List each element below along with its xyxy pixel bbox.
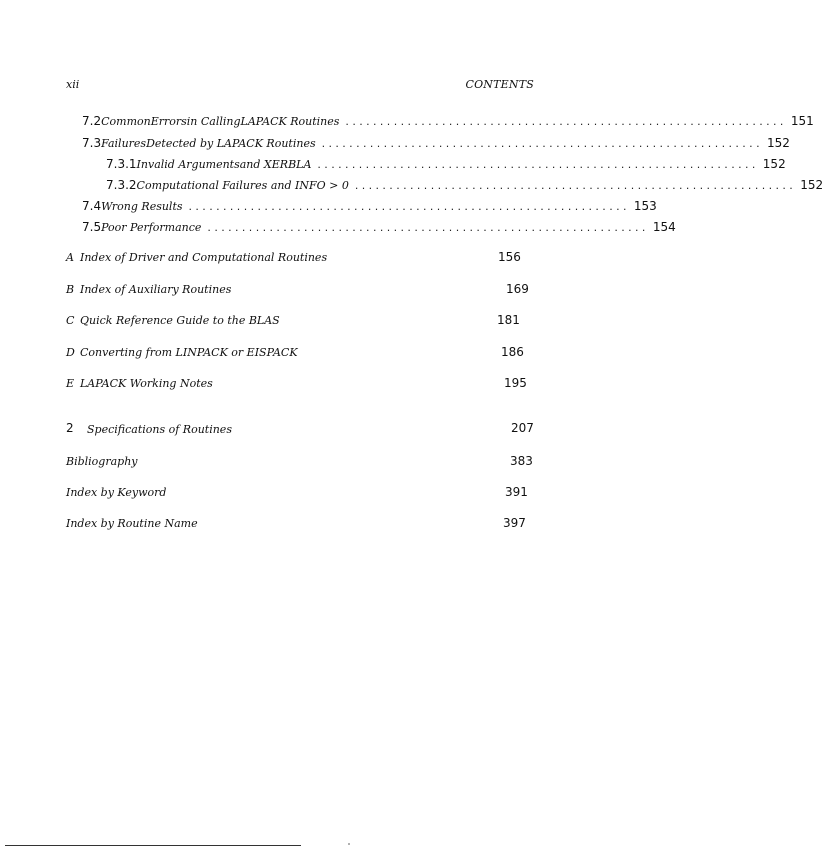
appendix-letter: E — [66, 377, 75, 390]
toc-entry-title: Poor Performance — [101, 221, 202, 234]
toc-entry-7-3[interactable] — [82, 136, 790, 150]
part-page: 207 — [511, 421, 534, 435]
appendix-letter: D — [66, 346, 75, 359]
appendix-letter: C — [66, 314, 75, 327]
toc-entry-number: 7.5 — [82, 220, 102, 234]
toc-entry-number: 7.4 — [82, 199, 102, 213]
appendix-title: LAPACK Working Notes — [80, 377, 213, 390]
toc-entry-page: 154 — [652, 220, 676, 234]
toc-entry-page: 152 — [762, 157, 786, 171]
toc-entry-title: FailuresDetected by LAPACK Routines — [101, 137, 316, 150]
toc-entry-title: Wrong Results — [101, 200, 183, 213]
toc-entry-page: 151 — [790, 114, 814, 128]
toc-entry-number: 7.2 — [82, 114, 102, 128]
dot-leader: ................................................................ — [354, 179, 797, 192]
footer-rule — [5, 845, 301, 846]
appendix-page: 156 — [498, 250, 521, 264]
appendix-title: Index of Auxiliary Routines — [80, 283, 232, 296]
appendix-title: Quick Reference Guide to the BLAS — [80, 314, 280, 327]
toc-entry-title: Invalid Argumentsand XERBLA — [136, 158, 312, 171]
appendix-page: 186 — [501, 345, 524, 359]
toc-entry-number: 7.3.1 — [106, 157, 137, 171]
toc-entry-page: 152 — [766, 136, 790, 150]
toc-entry-7-3-1[interactable] — [106, 157, 786, 171]
back-matter-title: Index by Routine Name — [66, 517, 198, 530]
dot-leader: ................................................................ — [345, 115, 787, 128]
toc-entry-7-5[interactable] — [82, 220, 676, 234]
appendix-page: 181 — [497, 313, 520, 327]
appendix-letter: B — [66, 283, 75, 296]
toc-entry-page: 153 — [633, 199, 657, 213]
running-title: CONTENTS — [465, 78, 534, 91]
toc-entry-7-2[interactable] — [82, 114, 814, 128]
footer-mark — [348, 843, 350, 845]
toc-entry-7-3-2[interactable] — [106, 178, 823, 192]
toc-entry-number: 7.3 — [82, 136, 102, 150]
back-matter-page: 397 — [503, 516, 526, 530]
toc-entry-title: Computational Failures and INFO > 0 — [136, 179, 349, 192]
part-title: Specifications of Routines — [87, 423, 232, 436]
appendix-title: Converting from LINPACK or EISPACK — [80, 346, 298, 359]
dot-leader: ................................................................ — [317, 158, 759, 171]
dot-leader: ................................................................ — [188, 200, 630, 213]
toc-entry-title: CommonErrorsin CallingLAPACK Routines — [101, 115, 340, 128]
toc-entry-7-4[interactable] — [82, 199, 657, 213]
back-matter-page: 391 — [505, 485, 528, 499]
back-matter-title: Bibliography — [66, 455, 138, 468]
page-number-label: xii — [66, 78, 80, 91]
toc-entry-page: 152 — [800, 178, 823, 192]
appendix-page: 195 — [504, 376, 527, 390]
dot-leader: ................................................................ — [207, 221, 649, 234]
appendix-page: 169 — [506, 282, 529, 296]
appendix-title: Index of Driver and Computational Routines — [80, 251, 328, 264]
toc-entry-number: 7.3.2 — [106, 178, 137, 192]
dot-leader: ................................................................ — [321, 137, 763, 150]
back-matter-title: Index by Keyword — [66, 486, 167, 499]
part-number: 2 — [66, 421, 74, 435]
back-matter-page: 383 — [510, 454, 533, 468]
appendix-letter: A — [66, 251, 74, 264]
